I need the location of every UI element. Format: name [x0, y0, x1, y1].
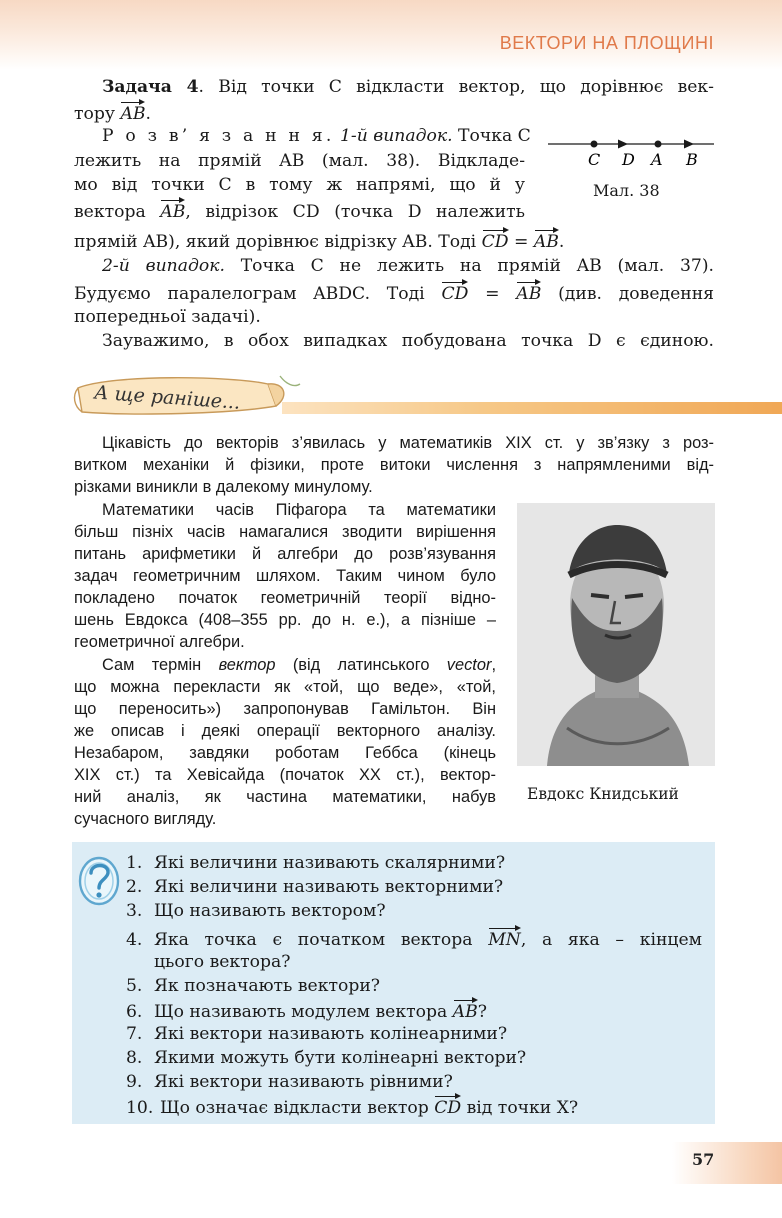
figure-38-caption: Мал. 38 [593, 181, 660, 200]
question-1: 1. Які величини називають скалярними? [126, 853, 506, 873]
point-a [655, 141, 662, 148]
history-p3-line6: XIX ст.) та Хевісайда (початок XX ст.), вектор- [74, 766, 496, 784]
uniqueness-note: Зауважимо, в обох випадках побудована точка D є єдиною. [102, 331, 714, 351]
history-p3-line1: Сам термін вектор (від латинського vector, [102, 656, 496, 674]
history-p1-line2: витком механіки й фізики, проте витоки числення з напрямленими від- [74, 456, 714, 474]
solution-line2: лежить на прямій AB (мал. 38). Відкладе- [74, 151, 525, 171]
case2-line1: 2-й випадок. Точка C не лежить на прямій AB (мал. 37). [102, 256, 714, 276]
question-6: 6. Що називають модулем вектора AB? [126, 998, 487, 1024]
portrait-caption: Евдокс Книдський [527, 785, 679, 803]
label-b: B [686, 150, 698, 169]
question-4: 4. Яка точка є початком вектора MN, а яка – кінцем [126, 926, 702, 952]
history-p3-line4: же описав і деякі операції векторного аналізу. [74, 722, 496, 740]
leaf-decoration [280, 376, 300, 386]
history-p2-line6: шень Евдокса (408–355 рр. до н. е.), а пізніше – [74, 611, 496, 629]
label-d: D [622, 150, 635, 169]
case2-line3: попередньої задачі). [74, 307, 261, 327]
banner-bar [282, 402, 782, 414]
solution-line1: Р о з в’ я з а н н я. 1-й випадок. Точка C [102, 126, 531, 146]
task4-label: Задача 4 [102, 77, 199, 97]
history-p1-line3: різками виникли в далекому минулому. [74, 478, 373, 496]
history-p2-line3: питань арифметики й алгебри до розв’язування [74, 545, 496, 563]
label-a: A [651, 150, 663, 169]
question-3: 3. Що називають вектором? [126, 901, 386, 921]
question-mark-icon [78, 856, 120, 906]
history-p3-line5: Незабаром, завдяки роботам Геббса (кінець [74, 744, 496, 762]
eudoxus-portrait-image [517, 503, 715, 766]
arrow-cd [618, 140, 628, 149]
history-p3-line7: ний аналіз, як частина математики, набув [74, 788, 496, 806]
arrow-ab [684, 140, 694, 149]
history-p2-line2: більш пізніх часів намагалися зводити вирішення [74, 523, 496, 541]
question-9: 9. Які вектори називають рівними? [126, 1072, 453, 1092]
history-p2-line7: геометричної алгебри. [74, 633, 245, 651]
history-p2-line4: задач геометричним шляхом. Таким чином було [74, 567, 496, 585]
question-10: 10. Що означає відкласти вектор CD від точки X? [126, 1094, 578, 1120]
task4-line2: тору AB. [74, 100, 151, 127]
history-p3-line3: що переносить») запропонував Гамільтон. Він [74, 700, 496, 718]
vector-ab: AB [120, 100, 145, 127]
history-p2-line5: покладено початок геометричній теорії відно- [74, 589, 496, 607]
solution-line5: прямій AB), який дорівнює відрізку AB. Тоді CD = AB. [74, 228, 564, 255]
history-p2-line1: Математики часів Піфагора та математики [102, 501, 496, 519]
history-banner [72, 370, 302, 420]
question-4-continued: цього вектора? [154, 952, 291, 972]
section-title: ВЕКТОРИ НА ПЛОЩИНІ [499, 33, 714, 53]
case2-line2: Будуємо паралелограм ABDC. Тоді CD = AB (див. доведення [74, 280, 714, 307]
label-c: C [588, 150, 601, 169]
question-8: 8. Якими можуть бути колінеарні вектори? [126, 1048, 527, 1068]
history-p1-line1: Цікавість до векторів з’явилась у математиків XIX ст. у зв’язку з роз- [102, 434, 714, 452]
question-5: 5. Як позначають вектори? [126, 976, 380, 996]
history-p3-line8: сучасного вигляду. [74, 810, 217, 828]
solution-line4: вектора AB, відрізок CD (точка D належить [74, 198, 525, 225]
question-2: 2. Які величини називають векторними? [126, 877, 504, 897]
question-7: 7. Які вектори називають колінеарними? [126, 1024, 508, 1044]
footer-band [672, 1142, 782, 1184]
banner-text: А ще раніше... [93, 381, 241, 414]
task4-line1: Задача 4. Від точки C відкласти вектор, що дорівнює век- [102, 77, 714, 97]
history-p3-line2: що можна перекласти як «той, що веде», «той, [74, 678, 496, 696]
page-number: 57 [692, 1150, 715, 1169]
solution-line3: мо від точки C в тому ж напрямі, що й у [74, 175, 525, 195]
point-c [591, 141, 598, 148]
